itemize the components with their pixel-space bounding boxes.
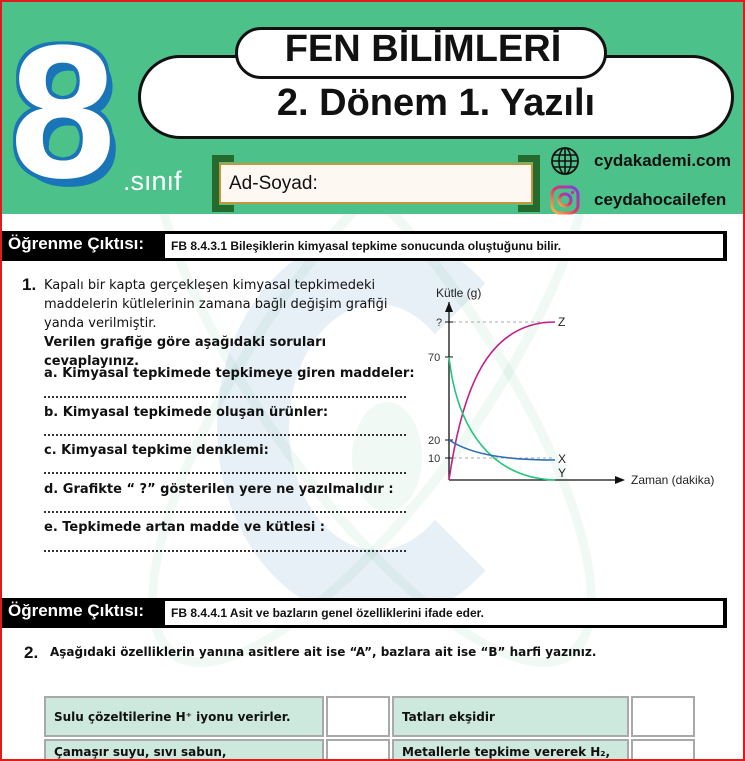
exam-title: 2. Dönem 1. Yazılı — [276, 82, 596, 124]
outcome-text: FB 8.4.3.1 Bileşiklerin kimyasal tepkime sonucunda oluştuğunu bilir. — [165, 234, 723, 258]
grade-number: 8 — [10, 6, 112, 218]
learning-outcome-bar-2 — [2, 598, 727, 628]
website-text: cydakademi.com — [594, 151, 732, 170]
question-line: yanda verilmiştir. — [44, 316, 157, 331]
outcome-text: FB 8.4.4.1 Asit ve bazların genel özelliklerini ifade eder. — [165, 601, 723, 625]
question-line: maddelerin kütlelerinin zamana bağlı değişim grafiği — [44, 297, 388, 312]
question-instruction: Verilen grafiğe göre aşağıdaki soruları cevaplayınız. — [44, 335, 327, 369]
y-axis-label: Kütle (g) — [436, 286, 482, 300]
sub-question-a: a. Kimyasal tepkimede tepkimeye giren maddeler: — [44, 366, 415, 381]
instagram-text: ceydahocailefen — [594, 190, 727, 209]
question-1-text — [44, 276, 424, 371]
property-cell: Metallerle tepkime vererek H₂, — [392, 739, 629, 761]
outcome-label: Öğrenme Çıktısı: — [8, 234, 145, 253]
instagram-icon — [550, 185, 580, 215]
svg-text:70: 70 — [428, 352, 441, 364]
question-2-text: Aşağıdaki özelliklerin yanına asitlere ait ise “A”, bazlara ait ise “B” harfi yazınız. — [50, 645, 597, 659]
page-header — [2, 2, 743, 218]
question-line: Kapalı bir kapta gerçekleşen kimyasal tepkimedeki — [44, 278, 376, 293]
globe-icon — [550, 146, 580, 176]
instagram-link[interactable] — [550, 185, 726, 215]
series-x — [449, 440, 555, 460]
grade-suffix: .sınıf — [123, 166, 182, 196]
mass-time-chart — [412, 280, 745, 490]
answer-line-d[interactable] — [44, 511, 406, 513]
answer-line-a[interactable] — [44, 396, 406, 398]
answer-cell[interactable] — [631, 739, 695, 761]
answer-cell[interactable] — [326, 696, 390, 737]
x-axis-arrow-icon — [615, 476, 625, 484]
table-row — [44, 696, 695, 737]
question-number-2: 2. — [24, 643, 39, 662]
svg-text:X: X — [558, 452, 567, 466]
property-cell: Çamaşır suyu, sıvı sabun, — [44, 739, 324, 761]
website-link[interactable] — [550, 146, 731, 176]
question-number-1: 1. — [22, 275, 37, 294]
sub-question-e: e. Tepkimede artan madde ve kütlesi : — [44, 520, 326, 535]
name-field[interactable]: Ad-Soyad: — [219, 163, 533, 204]
svg-text:20: 20 — [428, 435, 441, 447]
svg-text:10: 10 — [428, 453, 441, 465]
sub-question-d: d. Grafikte “ ?” gösterilen yere ne yazılmalıdır : — [44, 482, 394, 497]
sub-question-c: c. Kimyasal tepkime denklemi: — [44, 443, 269, 458]
svg-text:Z: Z — [558, 315, 566, 329]
x-axis-label: Zaman (dakika) — [631, 473, 715, 487]
y-axis-arrow-icon — [445, 302, 453, 312]
svg-text:?: ? — [436, 317, 443, 329]
learning-outcome-bar-1 — [2, 231, 727, 261]
answer-cell[interactable] — [631, 696, 695, 737]
svg-text:Y: Y — [558, 466, 567, 480]
answer-line-c[interactable] — [44, 472, 406, 474]
answer-cell[interactable] — [326, 739, 390, 761]
answer-line-e[interactable] — [44, 550, 406, 552]
outcome-label: Öğrenme Çıktısı: — [8, 601, 145, 620]
table-row — [44, 739, 695, 761]
series-y — [449, 357, 555, 480]
name-field-wrap — [212, 155, 540, 212]
property-cell: Sulu çözeltilerine H⁺ iyonu verirler. — [44, 696, 324, 737]
subject-title: FEN BİLİMLERİ — [284, 28, 562, 70]
sub-question-b: b. Kimyasal tepkimede oluşan ürünler: — [44, 405, 329, 420]
acid-base-table — [42, 694, 697, 761]
property-cell: Tatları ekşidir — [392, 696, 629, 737]
answer-line-b[interactable] — [44, 434, 406, 436]
